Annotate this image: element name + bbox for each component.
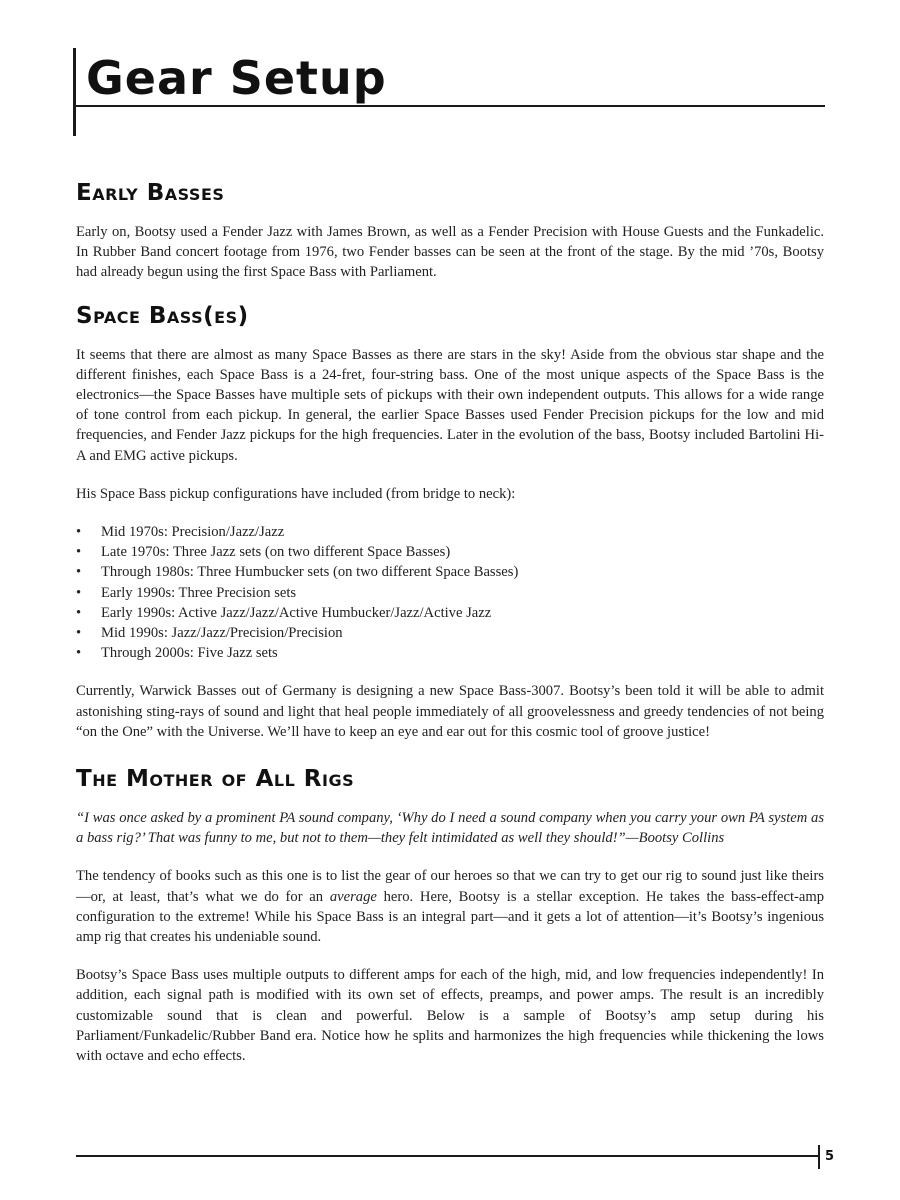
title-horizontal-rule: [73, 105, 825, 107]
list-item: • Early 1990s: Three Precision sets: [76, 583, 824, 603]
section-mother-of-all-rigs: [76, 764, 824, 1066]
page-title: Gear Setup: [86, 51, 387, 105]
footer-tick: [818, 1145, 820, 1169]
list-item: • Mid 1990s: Jazz/Jazz/Precision/Precision: [76, 623, 824, 643]
title-vertical-rule: [73, 48, 76, 136]
list-item: • Early 1990s: Active Jazz/Jazz/Active Humbucker/Jazz/Active Jazz: [76, 603, 824, 623]
section-heading-mother-of-all-rigs: The Mother of All Rigs: [76, 766, 355, 793]
early-basses-paragraph: Early on, Bootsy used a Fender Jazz with James Brown, as well as a Fender Precision with House Guests and the Funkadelic. In Rubber Band concert footage from 1976, two Fender basses can be seen at the front of the stage. By the mid ’70s, Bootsy had already begun using the first Space Bass with Parliament.: [76, 224, 824, 281]
page-number: 5: [825, 1149, 835, 1164]
list-item: • Through 2000s: Five Jazz sets: [76, 643, 824, 663]
rigs-paragraph-2: Bootsy’s Space Bass uses multiple outputs to different amps for each of the high, mid, and low frequencies independently! In addition, each signal path is modified with its own set of effects, preamps, and power amps. The result is an incredibly customizable sound that is clean and powerful. Below is a sample of Bootsy’s amp setup during his Parliament/Funkadelic/Rubber Band era. Notice how he splits and harmonizes the high frequencies while thickening the lows with octave and echo effects.: [76, 967, 824, 1065]
space-basses-paragraph-3: Currently, Warwick Basses out of Germany is designing a new Space Bass-3007. Bootsy’s been told it will be able to admit astonishing sting-rays of sound and light that heal people immediately of all groovelessness and greedy tendencies of not being “on the One” with the Universe. We’ll have to keep an eye and ear out for this cosmic tool of groove justice!: [76, 683, 824, 740]
list-item: • Late 1970s: Three Jazz sets (on two different Space Basses): [76, 542, 824, 562]
page-content: [76, 178, 824, 1084]
list-item: • Through 1980s: Three Humbucker sets (on two different Space Basses): [76, 562, 824, 582]
section-heading-space-basses: Space Bass(es): [76, 302, 249, 329]
section-heading-early-basses: Early Basses: [76, 180, 225, 206]
list-item: • Mid 1970s: Precision/Jazz/Jazz: [76, 522, 824, 542]
pickup-configurations-list: [76, 522, 824, 663]
space-basses-paragraph-2: His Space Bass pickup configurations have included (from bridge to neck):: [76, 485, 516, 502]
rigs-paragraph-1-text-end: hero. Here, Bootsy is a stellar exception. He takes the bass-effect-amp configuration to the extreme! While his Space Bass is an integral part—and it gets a lot of attention—it’s Bootsy’s ingenious amp rig that creates his undeniable sound.: [76, 888, 824, 946]
section-early-basses: [76, 178, 824, 283]
footer-rule: [76, 1155, 818, 1157]
rigs-paragraph-1-emphasis: average: [329, 888, 377, 905]
rigs-paragraph-1-text: The tendency of books such as this one is to list the gear of our heroes so that we can try to get our rig to sound just like theirs—or, at least, that’s what we do for an: [76, 868, 824, 905]
section-space-basses: [76, 301, 824, 742]
rigs-paragraph-1: [76, 866, 824, 947]
space-basses-paragraph-1: It seems that there are almost as many Space Basses as there are stars in the sky! Aside from the obvious star shape and the different finishes, each Space Bass is a 24-fret, four-string bass. One of the most unique aspects of the Space Bass is the electronics—the Space Basses have multiple sets of pickups with their own independent outputs. This allows for a wide range of tone control from each pickup. In general, the earlier Space Basses used Fender Precision pickups for the low and mid frequencies, and Fender Jazz pickups for the high frequencies. Later in the evolution of the bass, Bootsy included Bartolini Hi-A and EMG active pickups.: [76, 346, 824, 464]
bootsy-quote: “I was once asked by a prominent PA sound company, ‘Why do I need a sound company when you carry your own PA system as a bass rig?’ That was funny to me, but not to them—they felt intimidated as well they should!”—Bootsy Collins: [76, 810, 824, 847]
